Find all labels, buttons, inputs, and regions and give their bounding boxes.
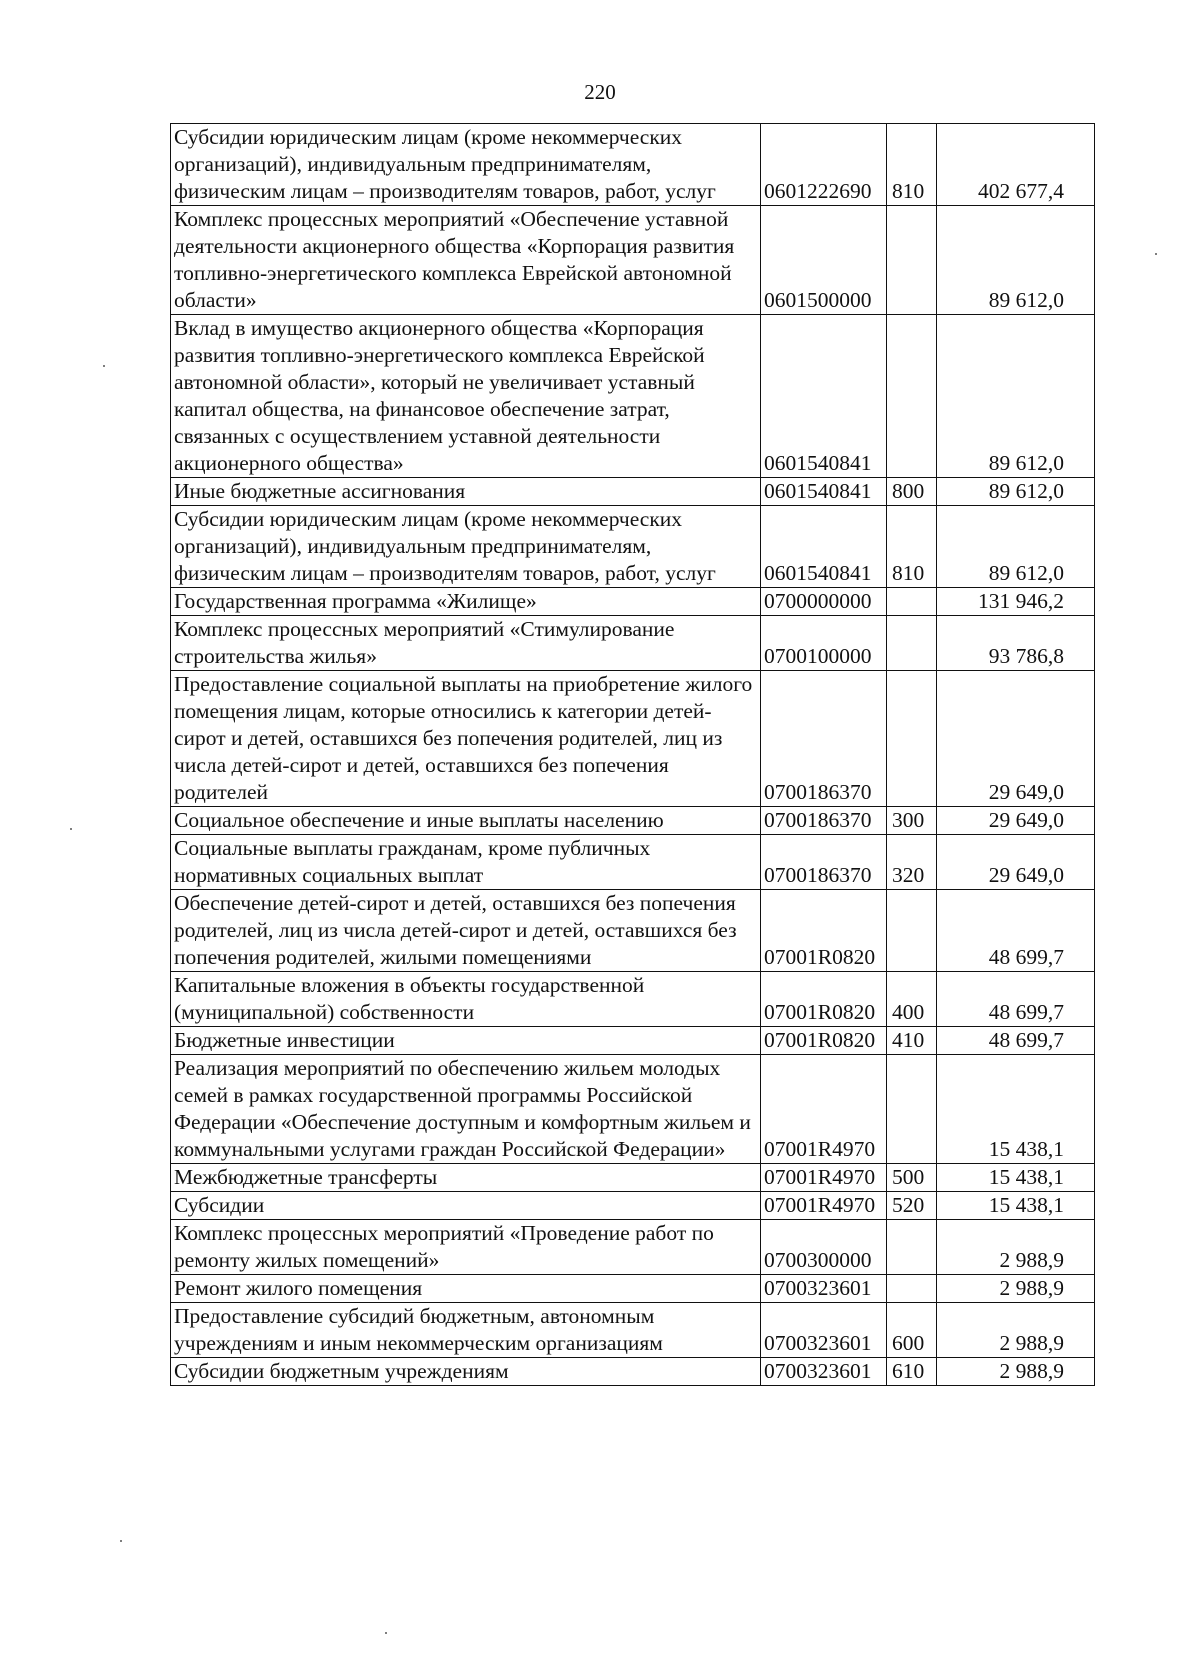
target-article-code: 07001R0820 — [761, 890, 887, 972]
expense-type-code: 500 — [887, 1164, 937, 1192]
target-article-code: 0700000000 — [761, 588, 887, 616]
amount-value: 89 612,0 — [937, 506, 1095, 588]
row-description: Ремонт жилого помещения — [171, 1275, 761, 1303]
expense-type-code — [887, 671, 937, 807]
expense-type-code — [887, 588, 937, 616]
row-description: Обеспечение детей-сирот и детей, оставшихся без попечения родителей, лиц из числа детей-сирот и детей, оставшихся без попечения родителей, жилыми помещениями — [171, 890, 761, 972]
table-row — [171, 1164, 1095, 1192]
row-description: Субсидии юридическим лицам (кроме некоммерческих организаций), индивидуальным предпринимателям, физическим лицам – производителям товаров, работ, услуг — [171, 506, 761, 588]
target-article-code: 0700323601 — [761, 1358, 887, 1386]
table-row — [171, 206, 1095, 315]
amount-value: 2 988,9 — [937, 1275, 1095, 1303]
target-article-code: 0700186370 — [761, 835, 887, 890]
row-description: Межбюджетные трансферты — [171, 1164, 761, 1192]
target-article-code: 0700100000 — [761, 616, 887, 671]
row-description: Комплекс процессных мероприятий «Стимулирование строительства жилья» — [171, 616, 761, 671]
expense-type-code: 810 — [887, 506, 937, 588]
amount-value: 48 699,7 — [937, 972, 1095, 1027]
amount-value: 89 612,0 — [937, 478, 1095, 506]
amount-value: 15 438,1 — [937, 1055, 1095, 1164]
target-article-code: 0700300000 — [761, 1220, 887, 1275]
table-row — [171, 890, 1095, 972]
table-row — [171, 1027, 1095, 1055]
page-number: 220 — [584, 80, 616, 104]
target-article-code: 07001R4970 — [761, 1055, 887, 1164]
amount-value: 89 612,0 — [937, 206, 1095, 315]
expense-type-code — [887, 1220, 937, 1275]
amount-value: 15 438,1 — [937, 1164, 1095, 1192]
expense-type-code: 320 — [887, 835, 937, 890]
amount-value: 2 988,9 — [937, 1358, 1095, 1386]
table-row — [171, 506, 1095, 588]
expense-type-code: 810 — [887, 124, 937, 206]
target-article-code: 0601540841 — [761, 478, 887, 506]
row-description: Реализация мероприятий по обеспечению жильем молодых семей в рамках государственной программы Российской Федерации «Обеспечение доступным и комфортным жильем и коммунальными услугами граждан Российской Федерации» — [171, 1055, 761, 1164]
table-row — [171, 671, 1095, 807]
scan-speck — [70, 828, 72, 830]
table-row — [171, 315, 1095, 478]
row-description: Бюджетные инвестиции — [171, 1027, 761, 1055]
table-row — [171, 1192, 1095, 1220]
amount-value: 89 612,0 — [937, 315, 1095, 478]
table-row — [171, 1220, 1095, 1275]
expense-type-code — [887, 1275, 937, 1303]
row-description: Социальные выплаты гражданам, кроме публичных нормативных социальных выплат — [171, 835, 761, 890]
scan-speck — [1155, 253, 1157, 255]
scan-speck — [385, 1632, 387, 1634]
row-description: Комплекс процессных мероприятий «Обеспечение уставной деятельности акционерного общества «Корпорация развития топливно-энергетического комплекса Еврейской автономной области» — [171, 206, 761, 315]
table-row — [171, 124, 1095, 206]
row-description: Субсидии юридическим лицам (кроме некоммерческих организаций), индивидуальным предпринимателям, физическим лицам – производителям товаров, работ, услуг — [171, 124, 761, 206]
amount-value: 15 438,1 — [937, 1192, 1095, 1220]
table-row — [171, 1358, 1095, 1386]
row-description: Предоставление социальной выплаты на приобретение жилого помещения лицам, которые относились к категории детей-сирот и детей, оставшихся без попечения родителей, лиц из числа детей-сирот и детей, оставшихся без попечения родителей — [171, 671, 761, 807]
expense-type-code — [887, 315, 937, 478]
amount-value: 48 699,7 — [937, 1027, 1095, 1055]
amount-value: 29 649,0 — [937, 835, 1095, 890]
target-article-code: 07001R0820 — [761, 972, 887, 1027]
expense-type-code: 300 — [887, 807, 937, 835]
budget-allocation-table — [170, 123, 1095, 1386]
table-row — [171, 588, 1095, 616]
table-row — [171, 1275, 1095, 1303]
expense-type-code: 800 — [887, 478, 937, 506]
table-row — [171, 835, 1095, 890]
amount-value: 29 649,0 — [937, 807, 1095, 835]
target-article-code: 0700186370 — [761, 671, 887, 807]
target-article-code: 0601500000 — [761, 206, 887, 315]
row-description: Капитальные вложения в объекты государственной (муниципальной) собственности — [171, 972, 761, 1027]
table-row — [171, 972, 1095, 1027]
target-article-code: 0601540841 — [761, 315, 887, 478]
expense-type-code — [887, 890, 937, 972]
amount-value: 29 649,0 — [937, 671, 1095, 807]
expense-type-code — [887, 616, 937, 671]
row-description: Иные бюджетные ассигнования — [171, 478, 761, 506]
target-article-code: 0601540841 — [761, 506, 887, 588]
table-row — [171, 478, 1095, 506]
row-description: Государственная программа «Жилище» — [171, 588, 761, 616]
table-row — [171, 807, 1095, 835]
expense-type-code — [887, 1055, 937, 1164]
amount-value: 48 699,7 — [937, 890, 1095, 972]
expense-type-code — [887, 206, 937, 315]
target-article-code: 0700186370 — [761, 807, 887, 835]
scan-speck — [120, 1540, 122, 1542]
expense-type-code: 600 — [887, 1303, 937, 1358]
target-article-code: 0601222690 — [761, 124, 887, 206]
amount-value: 402 677,4 — [937, 124, 1095, 206]
row-description: Субсидии — [171, 1192, 761, 1220]
expense-type-code: 520 — [887, 1192, 937, 1220]
amount-value: 93 786,8 — [937, 616, 1095, 671]
row-description: Вклад в имущество акционерного общества «Корпорация развития топливно-энергетического комплекса Еврейской автономной области», который не увеличивает уставный капитал общества, на финансовое обеспечение затрат, связанных с осуществлением уставной деятельности акционерного общества» — [171, 315, 761, 478]
expense-type-code: 410 — [887, 1027, 937, 1055]
table-row — [171, 1303, 1095, 1358]
expense-type-code: 400 — [887, 972, 937, 1027]
table-row — [171, 616, 1095, 671]
target-article-code: 07001R0820 — [761, 1027, 887, 1055]
row-description: Комплекс процессных мероприятий «Проведение работ по ремонту жилых помещений» — [171, 1220, 761, 1275]
target-article-code: 07001R4970 — [761, 1192, 887, 1220]
row-description: Социальное обеспечение и иные выплаты населению — [171, 807, 761, 835]
amount-value: 2 988,9 — [937, 1303, 1095, 1358]
target-article-code: 0700323601 — [761, 1275, 887, 1303]
amount-value: 2 988,9 — [937, 1220, 1095, 1275]
table-row — [171, 1055, 1095, 1164]
expense-type-code: 610 — [887, 1358, 937, 1386]
target-article-code: 07001R4970 — [761, 1164, 887, 1192]
target-article-code: 0700323601 — [761, 1303, 887, 1358]
scan-speck — [103, 365, 105, 367]
row-description: Субсидии бюджетным учреждениям — [171, 1358, 761, 1386]
amount-value: 131 946,2 — [937, 588, 1095, 616]
row-description: Предоставление субсидий бюджетным, автономным учреждениям и иным некоммерческим организациям — [171, 1303, 761, 1358]
